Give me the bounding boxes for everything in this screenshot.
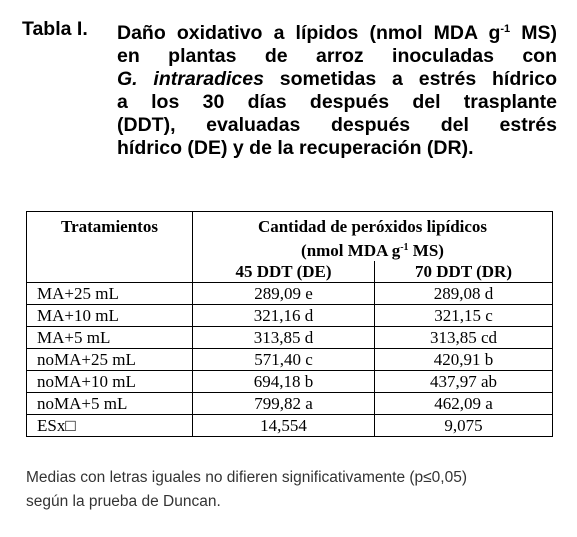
cell-dr: 9,075 bbox=[375, 415, 553, 437]
caption-line-1-tail: MS) bbox=[510, 22, 557, 44]
caption-line-1-text: Daño oxidativo a lípidos (nmol MDA g bbox=[117, 22, 501, 44]
caption-line-4: a los 30 días después del trasplante bbox=[117, 91, 557, 113]
caption-line-3-text: sometidas a estrés hídrico bbox=[263, 68, 558, 90]
caption-line-2: en plantas de arroz inoculadas con bbox=[117, 45, 557, 67]
header-group bbox=[193, 212, 553, 262]
row-label: ESx□ bbox=[27, 415, 193, 437]
row-label: noMA+10 mL bbox=[27, 371, 193, 393]
footnote-line-2: según la prueba de Duncan. bbox=[26, 493, 221, 510]
caption-line-5: (DDT), evaluadas después del estrés bbox=[117, 114, 557, 136]
header-group-line1: Cantidad de peróxidos lipídicos bbox=[257, 217, 488, 236]
caption-line-6: hídrico (DE) y de la recuperación (DR). bbox=[117, 137, 474, 159]
cell-de: 289,09 e bbox=[193, 283, 375, 305]
cell-de: 571,40 c bbox=[193, 349, 375, 371]
cell-dr: 313,85 cd bbox=[375, 327, 553, 349]
cell-dr: 420,91 b bbox=[375, 349, 553, 371]
data-table bbox=[26, 211, 553, 437]
row-label: MA+5 mL bbox=[27, 327, 193, 349]
caption-text bbox=[117, 18, 557, 160]
table-row bbox=[27, 415, 553, 437]
table-caption bbox=[22, 18, 557, 160]
header-treatments: Tratamientos bbox=[27, 212, 193, 283]
header-unit-sup: -1 bbox=[400, 242, 409, 253]
cell-dr: 437,97 ab bbox=[375, 371, 553, 393]
cell-de: 799,82 a bbox=[193, 393, 375, 415]
row-label: MA+10 mL bbox=[27, 305, 193, 327]
subheader-de: 45 DDT (DE) bbox=[193, 261, 375, 283]
header-unit-tail: MS) bbox=[408, 241, 444, 260]
table-row bbox=[27, 371, 553, 393]
caption-line-3 bbox=[117, 68, 557, 91]
row-label: noMA+25 mL bbox=[27, 349, 193, 371]
caption-label: Tabla I. bbox=[22, 18, 88, 40]
table-footnote bbox=[26, 466, 556, 514]
caption-species-name: G. intraradices bbox=[117, 68, 264, 90]
table-row bbox=[27, 349, 553, 371]
header-unit-text: (nmol MDA g bbox=[301, 241, 401, 260]
cell-dr: 289,08 d bbox=[375, 283, 553, 305]
row-label: MA+25 mL bbox=[27, 283, 193, 305]
subheader-dr: 70 DDT (DR) bbox=[375, 261, 553, 283]
table-row bbox=[27, 305, 553, 327]
table-row bbox=[27, 327, 553, 349]
cell-de: 313,85 d bbox=[193, 327, 375, 349]
caption-line-1 bbox=[117, 18, 557, 45]
cell-de: 694,18 b bbox=[193, 371, 375, 393]
cell-dr: 462,09 a bbox=[375, 393, 553, 415]
caption-line-1-sup: -1 bbox=[500, 23, 511, 35]
row-label: noMA+5 mL bbox=[27, 393, 193, 415]
cell-dr: 321,15 c bbox=[375, 305, 553, 327]
cell-de: 14,554 bbox=[193, 415, 375, 437]
cell-de: 321,16 d bbox=[193, 305, 375, 327]
footnote-line-1: Medias con letras iguales no difieren significativamente (p≤0,05) bbox=[26, 469, 468, 486]
table-row bbox=[27, 283, 553, 305]
table-row bbox=[27, 393, 553, 415]
header-row bbox=[27, 212, 553, 262]
header-group-line2 bbox=[193, 237, 552, 261]
